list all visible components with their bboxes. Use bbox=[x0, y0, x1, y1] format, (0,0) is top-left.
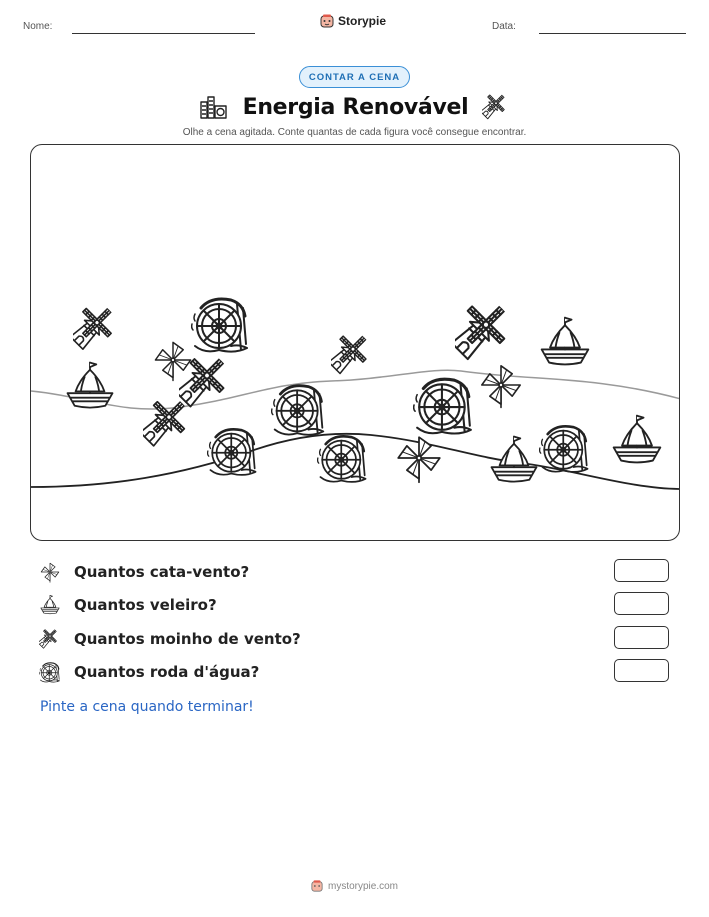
storypie-mascot-icon bbox=[320, 14, 334, 28]
windmill-icon bbox=[39, 627, 65, 651]
water-wheel-icon bbox=[39, 660, 65, 684]
back-hill-line bbox=[31, 370, 680, 409]
question-text: Quantos veleiro? bbox=[74, 596, 217, 614]
windmill-figure bbox=[64, 298, 122, 356]
question-row-pinwheel bbox=[39, 559, 679, 585]
sailboat-figure bbox=[68, 363, 113, 408]
storypie-mascot-icon bbox=[311, 880, 323, 892]
water-wheel-figure bbox=[208, 429, 256, 475]
answer-box-windmill[interactable] bbox=[614, 626, 669, 649]
footer bbox=[0, 880, 709, 892]
water-wheel-figure bbox=[272, 386, 324, 435]
counting-scene bbox=[30, 144, 680, 541]
page-title: Energia Renovável bbox=[242, 94, 469, 120]
answer-box-pinwheel[interactable] bbox=[614, 559, 669, 582]
question-text: Quantos roda d'água? bbox=[74, 663, 260, 681]
answer-box-sailboat[interactable] bbox=[614, 592, 669, 615]
pinwheel-figure bbox=[155, 342, 190, 380]
question-row-sailboat bbox=[39, 592, 679, 618]
date-line[interactable] bbox=[539, 33, 686, 34]
water-wheel-figure bbox=[414, 379, 471, 433]
sailboat-figure bbox=[542, 318, 589, 365]
question-row-windmill bbox=[39, 626, 679, 652]
question-text: Quantos moinho de vento? bbox=[74, 630, 301, 648]
water-wheel-figure bbox=[540, 426, 588, 472]
sailboat-figure bbox=[614, 416, 661, 463]
footer-url[interactable]: mystorypie.com bbox=[327, 880, 398, 892]
water-wheel-figure bbox=[192, 299, 247, 352]
section-badge: CONTAR A CENA bbox=[299, 66, 410, 88]
windmill-figure bbox=[444, 293, 519, 368]
pinwheel-figure bbox=[482, 366, 520, 408]
pinwheel-figure bbox=[398, 437, 440, 482]
windmill-figure bbox=[323, 326, 376, 379]
brand-logo bbox=[320, 14, 386, 28]
water-wheel-figure bbox=[318, 436, 366, 482]
name-label: Nome: bbox=[23, 21, 53, 32]
date-label: Data: bbox=[492, 21, 516, 32]
title-row bbox=[0, 93, 709, 121]
power-plant-icon bbox=[199, 94, 229, 120]
name-line[interactable] bbox=[72, 33, 255, 34]
question-row-water-wheel bbox=[39, 659, 679, 685]
question-text: Quantos cata-vento? bbox=[74, 563, 250, 581]
pinwheel-icon bbox=[39, 560, 65, 584]
answer-box-water-wheel[interactable] bbox=[614, 659, 669, 682]
windmill-icon bbox=[482, 93, 510, 121]
scene-illustration bbox=[31, 145, 680, 541]
page-subtitle: Olhe a cena agitada. Conte quantas de cada figura você consegue encontrar. bbox=[182, 127, 527, 138]
sailboat-icon bbox=[39, 593, 65, 617]
coloring-instruction: Pinte a cena quando terminar! bbox=[40, 699, 254, 715]
brand-name: Storypie bbox=[338, 14, 387, 28]
